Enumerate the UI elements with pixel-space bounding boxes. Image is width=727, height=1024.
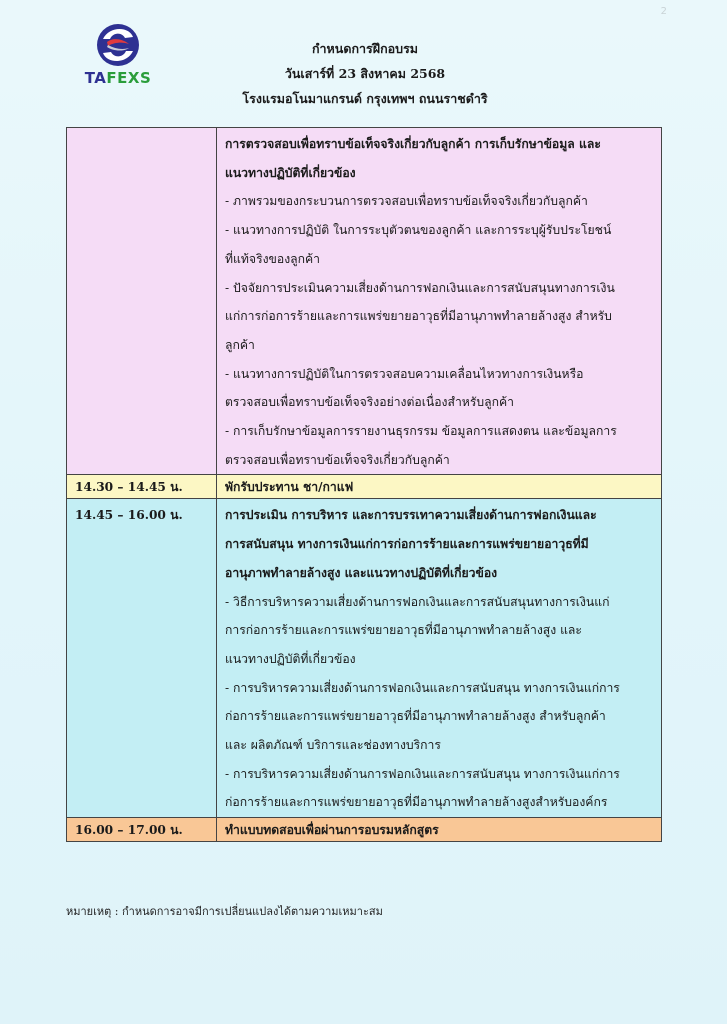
item-line: ตรวจสอบเพื่อทราบข้อเท็จจริงอย่างต่อเนื่องสำหรับลูกค้า — [225, 395, 514, 410]
item-line: - วิธีการบริหารความเสี่ยงด้านการฟอกเงินและการสนับสนุนทางการเงินแก่ — [225, 594, 610, 609]
tafexs-emblem-icon — [95, 22, 141, 68]
item-line: ตรวจสอบเพื่อทราบข้อเท็จจริงเกี่ยวกับลูกค้า — [225, 452, 450, 467]
item-line: ที่แท้จริงของลูกค้า — [225, 251, 321, 266]
item-line: - ภาพรวมของกระบวนการตรวจสอบเพื่อทราบข้อเท็จจริงเกี่ยวกับลูกค้า — [225, 194, 588, 209]
item-line: ก่อการร้ายและการแพร่ขยายอาวุธที่มีอานุภาพทำลายล้างสูง สำหรับลูกค้า — [225, 709, 606, 724]
item-line: - แนวทางการปฏิบัติ ในการระบุตัวตนของลูกค้า และการระบุผู้รับประโยชน์ — [225, 223, 612, 238]
topic-line: การสนับสนุน ทางการเงินแก่การก่อการร้ายและการแพร่ขยายอาวุธที่มี — [225, 537, 589, 552]
topic-line: การตรวจสอบเพื่อทราบข้อเท็จจริงเกี่ยวกับลูกค้า การเก็บรักษาข้อมูล และ — [225, 137, 601, 151]
logo-wordmark: TAFEXS — [84, 69, 152, 87]
schedule-table — [66, 127, 662, 842]
item-line: แก่การก่อการร้ายและการแพร่ขยายอาวุธที่มีอานุภาพทำลายล้างสูง สำหรับ — [225, 309, 612, 324]
topic-line: อานุภาพทำลายล้างสูง และแนวทางปฏิบัติที่เกี่ยวข้อง — [225, 565, 498, 580]
schedule-row — [67, 475, 662, 499]
header-title: กำหนดการฝึกอบรม — [311, 41, 419, 56]
content-cell — [217, 128, 662, 475]
time-cell — [67, 128, 217, 475]
schedule-row — [67, 499, 662, 818]
topic-line: แนวทางปฏิบัติที่เกี่ยวข้อง — [225, 165, 356, 180]
tafexs-logo — [78, 22, 158, 94]
content-cell — [217, 499, 662, 818]
item-line: และ ผลิตภัณฑ์ บริการและช่องทางบริการ — [225, 738, 441, 753]
item-line: แนวทางปฏิบัติที่เกี่ยวข้อง — [225, 651, 356, 666]
time-cell: 14.30 – 14.45 น. — [67, 475, 217, 499]
schedule-row — [67, 818, 662, 842]
header-date: วันเสาร์ที่ 23 สิงหาคม 2568 — [284, 66, 446, 81]
item-line: - การเก็บรักษาข้อมูลการรายงานธุรกรรม ข้อมูลการแสดงตน และข้อมูลการ — [225, 424, 617, 439]
page-number: 2 — [660, 6, 667, 17]
content-cell — [217, 475, 662, 499]
item-line: - แนวทางการปฏิบัติในการตรวจสอบความเคลื่อนไหวทางการเงินหรือ — [225, 366, 584, 381]
time-cell: 16.00 – 17.00 น. — [67, 818, 217, 842]
item-line: ก่อการร้ายและการแพร่ขยายอาวุธที่มีอานุภาพทำลายล้างสูงสำหรับองค์กร — [225, 795, 608, 810]
item-line: - การบริหารความเสี่ยงด้านการฟอกเงินและการสนับสนุน ทางการเงินแก่การ — [225, 680, 620, 695]
item-line: - การบริหารความเสี่ยงด้านการฟอกเงินและการสนับสนุน ทางการเงินแก่การ — [225, 766, 620, 781]
item-line: ลูกค้า — [225, 337, 255, 352]
content-cell — [217, 818, 662, 842]
schedule-row — [67, 128, 662, 475]
item-line: - ปัจจัยการประเมินความเสี่ยงด้านการฟอกเงินและการสนับสนุนทางการเงิน — [225, 280, 615, 295]
document-header — [200, 36, 530, 111]
topic-line: การประเมิน การบริหาร และการบรรเทาความเสี่ยงด้านการฟอกเงินและ — [225, 508, 597, 523]
footnote: หมายเหตุ : กำหนดการอาจมีการเปลี่ยนแปลงได้ตามความเหมาะสม — [66, 905, 383, 918]
item-line: การก่อการร้ายและการแพร่ขยายอาวุธที่มีอานุภาพทำลายล้างสูง และ — [225, 623, 582, 638]
time-cell: 14.45 – 16.00 น. — [67, 499, 217, 818]
topic-line: ทำแบบทดสอบเพื่อผ่านการอบรมหลักสูตร — [225, 823, 439, 838]
topic-line: พักรับประทาน ชา/กาแฟ — [225, 480, 354, 495]
header-venue: โรงแรมอโนมาแกรนด์ กรุงเทพฯ ถนนราชดำริ — [242, 91, 488, 106]
